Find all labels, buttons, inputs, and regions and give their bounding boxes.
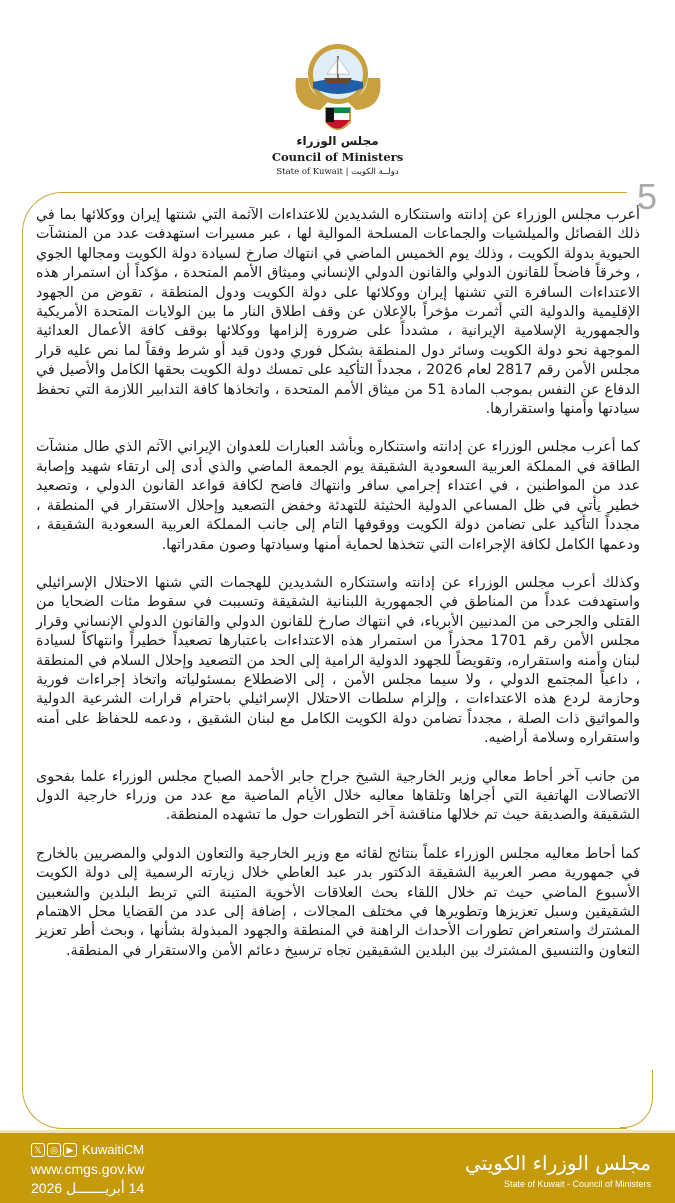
paragraph-lebanon-attacks: وكذلك أعرب مجلس الوزراء عن إدانته واستنكاره الشديدين للهجمات التي شنها الاحتلال الإسرائيلي واستهدفت عدداً من المناطق في الجمهورية اللبنانية الشقيقة وتسببت في سقوط مئات الضحايا من القتلى والجرحى من المدنيين الأبرياء، في انتهاك صارخ للقانون الدولي والقانون الدولي الإنساني وقرار مجلس الأمن رقم 1701 محذراً من استمرار هذه الاعتداءات باعتبارها تصعيداً خطيراً وانتهاكاً لسيادة لبنان وأمنه واستقراره، وتقويضاً للجهود الدولية الرامية إلى الحد من التصعيد وإحلال السلام في المنطقة ، داعياً المجتمع الدولي ، ولا سيما مجلس الأمن ، إلى الاضطلاع بمسئولياته واتخاذ إجراءات فورية وحازمة لردع هذه الاعتداءات ، وإلزام سلطات الاحتلال الإسرائيلي باحترام قرارات الشرعية الدولية والمواثيق ذات الصلة ، مجدداً تضامن دولة الكويت الكامل مع لبنان الشقيق ، ودعمه للحفاظ على أمنه واستقراره وسلامة أراضيه. — [36, 574, 640, 747]
youtube-icon[interactable]: ▶ — [63, 1143, 77, 1157]
paragraph-saudi-attack: كما أعرب مجلس الوزراء عن إدانته واستنكاره وبأشد العبارات للعدوان الإيراني الآثم الذي طال منشآت الطاقة في المملكة العربية السعودية الشقيقة يوم الجمعة الماضي والذي أدى إلى ارتقاء شهيد وإصابة عدد من المواطنين ، في اعتداء إجرامي سافر وانتهاك فاضح لكافة قواعد القانون الدولي ، وتصعيد خطير يأتي في ظل المساعي الدولية الحثيثة للتهدئة وخفض التصعيد وإحلال الاستقرار في المنطقة ، مجدداً التأكيد على تضامن دولة الكويت ووقوفها التام إلى جانب المملكة العربية السعودية الشقيقة ، ودعمها الكامل لكافة الإجراءات التي تتخذها لحماية أمنها وسيادتها وصون مقدراتها. — [36, 439, 640, 553]
footer-org-arabic: مجلس الوزراء الكويتي — [464, 1151, 651, 1175]
website-link[interactable]: www.cmgs.gov.kw — [31, 1161, 145, 1177]
content-frame-corner — [620, 1070, 653, 1128]
paragraph-iran-attacks: أعرب مجلس الوزراء عن إدانته واستنكاره الشديدين للاعتداءات الآثمة التي شنتها إيران ووكلائها بما في ذلك الفصائل والميلشيات والجماعات المسلحة الموالية لها ، عبر مسيرات استهدفت عدد من المنشآت الحيوية بدولة الكويت ، وذلك يوم الخميس الماضي في انتهاك صارخ لسيادة دولة الكويت ومجالها الجوي ، وخرقاً فاضحاً للقانون الدولي والقانون الدولي الإنساني وميثاق الأمم المتحدة ، مؤكداً أن استمرار هذه الاعتداءات السافرة التي تشنها إيران ووكلائها على دولة الكويت ودول المنطقة ، تقوض من الجهود الإقليمية والدولية التي أثمرت مؤخراً بالإعلان عن وقف اطلاق النار ما بين الولايات المتحدة الأمريكية والجمهورية الإسلامية الإيرانية ، مشدداً على ضرورة إلزامها ووكلائها بوقف كافة الأعمال العدائية الموجهة نحو دولة الكويت وسائر دول المنطقة بشكل فوري ودون قيد أو شرط وفقاً لما نص عليه قرار مجلس الأمن رقم 2817 لعام 2026 ، مجدداً التأكيد على تمسك دولة الكويت بحقها الكامل والأصيل في الدفاع عن النفس بموجب المادة 51 من ميثاق الأمم المتحدة ، واتخاذها كافة التدابير اللازمة التي تحفظ سيادتها وأمنها واستقرارها. — [36, 207, 641, 418]
kuwait-emblem-logo — [290, 38, 386, 138]
footer — [0, 1130, 675, 1203]
footer-org-english: State of Kuwait - Council of Ministers — [503, 1179, 651, 1189]
state-line: State of Kuwait | دولــة الكويت — [276, 167, 399, 177]
page-number: 5 — [637, 176, 658, 217]
social-handle[interactable]: KuwaitiCM — [82, 1142, 145, 1157]
date: 14 أبريـــــــل 2026 — [31, 1180, 145, 1196]
x-icon[interactable]: 𝕏 — [31, 1143, 45, 1157]
org-name-english: Council of Ministers — [271, 150, 404, 164]
paragraph-egypt-meeting: كما أحاط معاليه مجلس الوزراء علماً بنتائج لقائه مع وزير الخارجية والتعاون الدولي والمصريين بالخارج في جمهورية مصر العربية الشقيقة الدكتور بدر عبد العاطي خلال زيارته الرسمية إلى دولة الكويت الأسبوع الماضي حيث تم خلال اللقاء بحث العلاقات الأخوية المتينة التي تربط البلدين والشعبين الشقيقين وسبل تعزيزها وتطويرها في مختلف المجالات ، إضافة إلى عدد من القضايا محل الاهتمام المشترك واستعراض تطورات الأحداث الراهنة في المنطقة والجهود المبذولة بشأنها ، وبحث أطر تعزيز التعاون والتنسيق المشترك بين البلدين الشقيقين تجاه ترسيخ دعائم الأمن والاستقرار في المنطقة. — [36, 845, 640, 959]
statement-body — [36, 206, 640, 980]
social-links — [31, 1142, 144, 1157]
instagram-icon[interactable]: ◎ — [47, 1143, 61, 1157]
org-name-arabic: مجلس الوزراء — [296, 134, 379, 148]
paragraph-phone-calls: من جانب آخر أحاط معالي وزير الخارجية الشيخ جراح جابر الأحمد الصباح مجلس الوزراء علما بفحوى الاتصالات الهاتفية التي أجراها وتلقاها معاليه خلال الأيام الماضية مع عدد من وزراء خارجية الدول الشقيقة والصديقة حيث تم خلالها مناقشة آخر التطورات حول ما تشهده المنطقة. — [36, 768, 640, 824]
